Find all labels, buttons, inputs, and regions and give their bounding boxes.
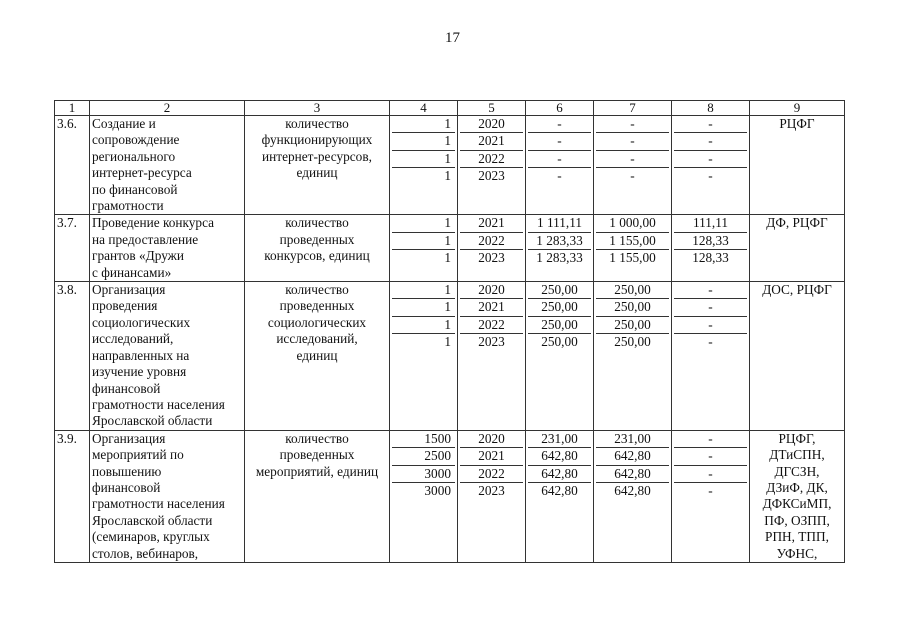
measure-name-line: финансовой [92, 479, 161, 495]
year-cell [458, 430, 526, 562]
other-sources: 111,11 [674, 215, 747, 232]
measure-name-line: грамотности населения [92, 496, 225, 512]
measures-table [54, 100, 845, 563]
measure-name-line: Ярославской области [92, 413, 213, 429]
executor-line: РЦФГ, [778, 430, 816, 446]
executor-line: ДТиСПН, [769, 447, 825, 463]
other-sources-cell [672, 282, 750, 431]
indicator-value: 1500 [392, 431, 455, 448]
header-cell: 8 [672, 101, 750, 116]
regional-budget: 642,80 [614, 482, 651, 498]
other-sources: - [674, 448, 747, 465]
indicator [245, 430, 390, 562]
total-amount: 250,00 [528, 299, 591, 316]
total-amount: 642,80 [528, 448, 591, 465]
other-sources: - [674, 282, 747, 299]
regional-budget: 250,00 [596, 282, 669, 299]
regional-budget-cell [594, 116, 672, 215]
total-amount-cell [526, 430, 594, 562]
measure-name-line: направленных на [92, 347, 190, 363]
other-sources-cell [672, 430, 750, 562]
total-amount: 1 283,33 [536, 250, 583, 266]
regional-budget: - [596, 151, 669, 168]
indicator-value-cell [390, 430, 458, 562]
year: 2022 [460, 233, 523, 250]
measure-name-line: интернет-ресурса [92, 165, 192, 181]
year: 2023 [478, 334, 505, 350]
year: 2020 [460, 282, 523, 299]
header-row [55, 101, 845, 116]
total-amount-cell [526, 282, 594, 431]
header-cell: 5 [458, 101, 526, 116]
measure-name-line: столов, вебинаров, [92, 545, 199, 561]
indicator-line: проведенных [279, 447, 355, 463]
executor-line: РПН, ТПП, [765, 529, 829, 545]
page-number: 17 [445, 30, 460, 46]
executor-line: ДФ, РЦФГ [766, 215, 828, 231]
year: 2022 [460, 151, 523, 168]
measure-name [90, 282, 245, 431]
regional-budget: - [596, 133, 669, 150]
indicator-value: 1 [392, 282, 455, 299]
year-cell [458, 116, 526, 215]
header-cell: 6 [526, 101, 594, 116]
indicator-line: количество [285, 282, 349, 298]
total-amount: 642,80 [541, 482, 578, 498]
header-cell: 9 [750, 101, 845, 116]
indicator-line: проведенных [279, 231, 355, 247]
measure-name-line: Создание и [92, 116, 156, 131]
measure-name-line: (семинаров, круглых [92, 529, 210, 545]
table-row [55, 282, 845, 431]
executor [750, 282, 845, 431]
executor-line: УФНС, [776, 545, 818, 561]
measure-name-line: Организация [92, 282, 166, 298]
indicator-value: 3000 [424, 482, 451, 498]
indicator-line: функционирующих [261, 132, 373, 148]
total-amount: 250,00 [528, 317, 591, 334]
other-sources: - [674, 133, 747, 150]
other-sources: - [674, 116, 747, 133]
total-amount: 250,00 [528, 282, 591, 299]
year: 2022 [460, 317, 523, 334]
table-row [55, 116, 845, 215]
table-row [55, 215, 845, 282]
indicator-value: 1 [392, 317, 455, 334]
total-amount: 1 283,33 [528, 233, 591, 250]
measure-name-line: по финансовой [92, 181, 178, 197]
measure-name-line: Проведение конкурса [92, 215, 215, 231]
measure-name [90, 430, 245, 562]
measure-name-line: грамотности населения [92, 396, 225, 412]
indicator-value: 1 [444, 250, 451, 266]
total-amount: - [528, 133, 591, 150]
executor-line: ДОС, РЦФГ [762, 282, 832, 298]
other-sources: - [708, 168, 713, 184]
total-amount: 642,80 [528, 466, 591, 483]
regional-budget: 642,80 [596, 466, 669, 483]
regional-budget-cell [594, 282, 672, 431]
year: 2020 [460, 431, 523, 448]
indicator-line: единиц [296, 347, 338, 363]
year: 2023 [478, 250, 505, 266]
header-cell: 2 [90, 101, 245, 116]
indicator-value: 1 [392, 116, 455, 133]
measure-name-line: Ярославской области [92, 512, 213, 528]
executor [750, 116, 845, 215]
row-number: 3.9. [55, 430, 90, 562]
indicator [245, 116, 390, 215]
indicator-value-cell [390, 282, 458, 431]
total-amount-cell [526, 215, 594, 282]
year-cell [458, 282, 526, 431]
header-cell: 3 [245, 101, 390, 116]
indicator-value: 1 [444, 168, 451, 184]
row-number: 3.6. [55, 116, 90, 215]
regional-budget: 1 155,00 [596, 233, 669, 250]
measure-name-line: повышению [92, 463, 162, 479]
indicator-line: мероприятий, единиц [255, 463, 379, 479]
regional-budget-cell [594, 215, 672, 282]
measure-name-line: социологических [92, 314, 191, 330]
indicator-line: проведенных [279, 298, 355, 314]
executor-line: ДГСЗН, [774, 463, 820, 479]
measure-name-line: Организация [92, 430, 166, 446]
other-sources: - [674, 299, 747, 316]
indicator-line: количество [285, 116, 349, 131]
measure-name-line: на предоставление [92, 231, 199, 247]
measure-name-line: проведения [92, 298, 158, 314]
header-cell: 7 [594, 101, 672, 116]
regional-budget: 250,00 [614, 334, 651, 350]
indicator-value-cell [390, 215, 458, 282]
measure-name-line: исследований, [92, 331, 174, 347]
year: 2021 [460, 215, 523, 232]
year-cell [458, 215, 526, 282]
measure-name-line: мероприятий по [92, 447, 184, 463]
measure-name-line: грамотности [92, 198, 164, 214]
indicator-value: 1 [392, 215, 455, 232]
table-row [55, 430, 845, 562]
other-sources: - [708, 334, 713, 350]
regional-budget: - [596, 116, 669, 133]
indicator-value: 1 [392, 151, 455, 168]
indicator [245, 282, 390, 431]
indicator-line: социологических [267, 314, 367, 330]
indicator-line: единиц [296, 165, 338, 181]
header-cell: 4 [390, 101, 458, 116]
indicator-value-cell [390, 116, 458, 215]
measure-name-line: финансовой [92, 380, 161, 396]
total-amount: 231,00 [528, 431, 591, 448]
other-sources: - [674, 431, 747, 448]
other-sources: 128,33 [674, 233, 747, 250]
executor-line: ДЗиФ, ДК, [766, 479, 828, 495]
regional-budget: 231,00 [596, 431, 669, 448]
measure-name-line: регионального [92, 148, 176, 164]
indicator-line: исследований, [276, 331, 358, 347]
indicator [245, 215, 390, 282]
indicator-line: интернет-ресурсов, [262, 148, 372, 164]
indicator-value: 1 [392, 133, 455, 150]
regional-budget: 1 155,00 [609, 250, 656, 266]
executor-line: РЦФГ [779, 116, 815, 131]
row-number: 3.8. [55, 282, 90, 431]
total-amount: 250,00 [541, 334, 578, 350]
year: 2021 [460, 448, 523, 465]
row-number: 3.7. [55, 215, 90, 282]
regional-budget: 250,00 [596, 317, 669, 334]
total-amount: - [557, 168, 562, 184]
indicator-line: количество [285, 430, 349, 446]
regional-budget: 250,00 [596, 299, 669, 316]
measure-name-line: с финансами» [92, 264, 172, 280]
executor-line: ПФ, ОЗПП, [764, 512, 830, 528]
regional-budget: 1 000,00 [596, 215, 669, 232]
executor-line: ДФКСиМП, [762, 496, 832, 512]
year: 2021 [460, 299, 523, 316]
indicator-value: 3000 [392, 466, 455, 483]
year: 2022 [460, 466, 523, 483]
indicator-line: конкурсов, единиц [264, 248, 370, 264]
measure-name-line: сопровождение [92, 132, 180, 148]
other-sources-cell [672, 116, 750, 215]
regional-budget-cell [594, 430, 672, 562]
year: 2021 [460, 133, 523, 150]
measure-name [90, 215, 245, 282]
year: 2023 [478, 168, 505, 184]
executor [750, 215, 845, 282]
other-sources: - [708, 482, 713, 498]
measure-name-line: изучение уровня [92, 364, 187, 380]
total-amount: 1 111,11 [528, 215, 591, 232]
total-amount: - [528, 151, 591, 168]
other-sources: - [674, 317, 747, 334]
header-cell: 1 [55, 101, 90, 116]
total-amount: - [528, 116, 591, 133]
total-amount-cell [526, 116, 594, 215]
indicator-line: количество [285, 215, 349, 231]
other-sources: - [674, 466, 747, 483]
year: 2020 [460, 116, 523, 133]
indicator-value: 1 [444, 334, 451, 350]
indicator-value: 1 [392, 233, 455, 250]
measure-name-line: грантов «Дружи [92, 248, 184, 264]
measure-name [90, 116, 245, 215]
indicator-value: 1 [392, 299, 455, 316]
indicator-value: 2500 [392, 448, 455, 465]
other-sources: 128,33 [692, 250, 729, 266]
other-sources-cell [672, 215, 750, 282]
other-sources: - [674, 151, 747, 168]
regional-budget: 642,80 [596, 448, 669, 465]
regional-budget: - [630, 168, 635, 184]
executor [750, 430, 845, 562]
year: 2023 [478, 482, 505, 498]
